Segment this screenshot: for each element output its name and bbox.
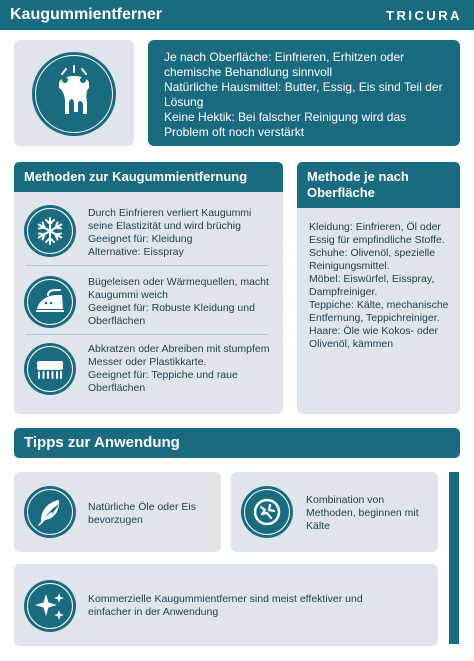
method-line: Geeignet für: Teppiche und raue Oberflächen: [88, 369, 238, 394]
surface-line: Teppiche: Kälte, mechanische Entfernung, Teppichreiniger.: [309, 299, 449, 324]
page-title: Kaugummientferner: [10, 6, 163, 23]
combination-icon: [241, 486, 293, 538]
intro-text: [164, 50, 454, 140]
feather-icon: [24, 486, 76, 538]
tip-text: Kombination von Methoden, beginnen mit Kälte: [306, 494, 419, 532]
method-line: Abkratzen oder Abreiben mit stumpfem Messer oder Plastikkarte.: [88, 343, 270, 368]
method-line: Geeignet für: Kleidung: [88, 233, 193, 245]
intro-line: Natürliche Hausmittel: Butter, Essig, Eis sind Teil der Lösung: [164, 80, 443, 109]
brand-logo: TRICURA: [386, 8, 462, 23]
iron-icon: [24, 276, 76, 328]
method-line: Bügeleisen oder Wärmequellen, macht Kaugummi weich: [88, 276, 269, 301]
intro-line: Keine Hektik: Bei falscher Reinigung wird das Problem oft noch verstärkt: [164, 110, 407, 139]
surface-line: Schuhe: Olivenöl, spezielle Reinigungsmittel.: [309, 247, 436, 272]
brush-icon: [24, 343, 76, 395]
method-line: Geeignet für: Robuste Kleidung und Oberflächen: [88, 302, 255, 327]
surface-heading: Methode je nach Oberfläche: [297, 162, 460, 208]
intro-line: Je nach Oberfläche: Einfrieren, Erhitzen oder chemische Behandlung sinnvoll: [164, 50, 405, 79]
tip-text: Natürliche Öle oder Eis bevorzugen: [88, 501, 196, 526]
method-text: [88, 207, 274, 259]
method-text: [88, 343, 274, 395]
divider: [26, 334, 268, 335]
surface-text: [309, 221, 455, 351]
surface-line: Möbel: Eiswürfel, Eisspray, Dampfreiniger.: [309, 273, 435, 298]
chewing-gum-icon: [32, 52, 116, 136]
method-text: [88, 276, 274, 328]
method-line: Durch Einfrieren verliert Kaugummi seine Elastizität und wird brüchig: [88, 207, 252, 232]
method-line: Alternative: Eisspray: [88, 246, 184, 258]
snowflake-icon: [24, 205, 76, 257]
methods-heading: Methoden zur Kaugummientfernung: [14, 162, 283, 192]
accent-bar: [449, 472, 459, 644]
sparkle-icon: [24, 580, 76, 632]
surface-line: Haare: Öle wie Kokos- oder Olivenöl, kämmen: [309, 325, 438, 350]
tip-text: Kommerzielle Kaugummientferner sind meist effektiver und einfacher in der Anwendung: [88, 593, 363, 618]
divider: [26, 265, 268, 266]
tips-heading: Tipps zur Anwendung: [14, 428, 460, 458]
surface-line: Kleidung: Einfrieren, Öl oder Essig für empfindliche Stoffe.: [309, 221, 445, 246]
header-bar: [0, 0, 474, 30]
